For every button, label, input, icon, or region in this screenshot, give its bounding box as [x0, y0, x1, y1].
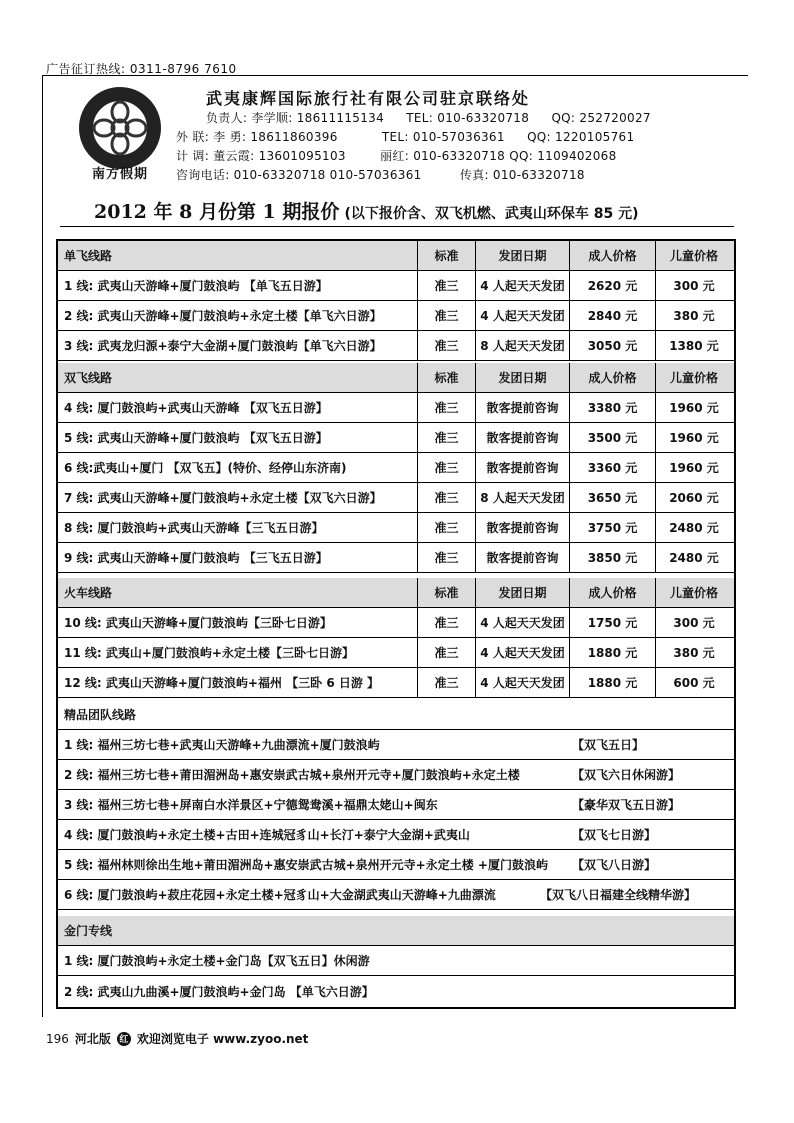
price-title — [94, 197, 639, 224]
edition-label: 河北版 — [74, 1032, 111, 1046]
contact-tel-label: TEL: — [406, 111, 434, 125]
contact-qq-label: QQ: — [527, 130, 551, 144]
route-cell: 2 线: 武夷山天游峰+厦门鼓浪屿+永定土楼【单飞六日游】 — [58, 301, 418, 330]
contact-tel-label: TEL: — [381, 130, 409, 144]
header-adult-price: 成人价格 — [570, 578, 656, 607]
departure-cell: 散客提前咨询 — [476, 423, 570, 452]
adult-price-cell: 3650 元 — [570, 483, 656, 512]
adult-price-cell: 3360 元 — [570, 453, 656, 482]
standard-cell: 准三 — [418, 271, 476, 300]
list-item — [58, 730, 734, 760]
contact-tel: 010-57036361 — [412, 130, 505, 144]
table-row — [58, 453, 734, 483]
route-cell: 3 线: 福州三坊七巷+屏南白水洋景区+宁德鸳鸯溪+福鼎太姥山+闽东 — [64, 798, 438, 812]
departure-cell: 散客提前咨询 — [476, 543, 570, 572]
contact-qq: 1220105761 — [555, 130, 635, 144]
price-table — [56, 239, 736, 1009]
header-standard: 标准 — [418, 578, 476, 607]
child-price-cell: 380 元 — [673, 646, 715, 660]
section-header-single-flight — [58, 241, 734, 271]
departure-cell: 散客提前咨询 — [476, 393, 570, 422]
header-child-price: 儿童价格 — [669, 371, 718, 385]
standard-cell: 准三 — [418, 331, 476, 360]
departure-cell: 4 人起天天发团 — [476, 301, 570, 330]
contact-person: 董云霞: — [213, 149, 255, 163]
departure-cell: 4 人起天天发团 — [476, 638, 570, 667]
page-number: 196 — [46, 1031, 69, 1046]
contact-line-planner — [176, 147, 617, 164]
route-cell: 5 线: 武夷山天游峰+厦门鼓浪屿 【双飞五日游】 — [58, 423, 418, 452]
child-price-cell: 600 元 — [673, 676, 715, 690]
route-cell: 1 线: 武夷山天游峰+厦门鼓浪屿 【单飞五日游】 — [58, 271, 418, 300]
header-child-price: 儿童价格 — [669, 249, 718, 263]
child-price-cell: 2480 元 — [669, 551, 719, 565]
route-cell: 1 线: 福州三坊七巷+武夷山天游峰+九曲漂流+厦门鼓浪屿 — [64, 738, 380, 752]
child-price-cell: 1960 元 — [669, 461, 719, 475]
table-row — [58, 393, 734, 423]
route-cell: 6 线: 厦门鼓浪屿+菽庄花园+永定土楼+冠豸山+大金湖武夷山天游峰+九曲漂流 — [64, 888, 496, 902]
child-price-cell: 2480 元 — [669, 521, 719, 535]
route-cell: 2 线: 武夷山九曲溪+厦门鼓浪屿+金门岛 【单飞六日游】 — [64, 984, 374, 999]
route-cell: 6 线:武夷山+厦门 【双飞五】(特价、经停山东济南) — [58, 453, 418, 482]
child-price-cell: 300 元 — [673, 616, 715, 630]
kinmen-header: 金门专线 — [64, 924, 113, 938]
route-tag: 【双飞八日游】 — [572, 858, 657, 872]
departure-cell: 8 人起天天发团 — [476, 331, 570, 360]
contact-label: 计 调: — [176, 149, 210, 163]
route-cell: 3 线: 武夷龙归源+泰宁大金湖+厦门鼓浪屿【单飞六日游】 — [58, 331, 418, 360]
standard-cell: 准三 — [418, 513, 476, 542]
departure-cell: 4 人起天天发团 — [476, 668, 570, 697]
route-cell: 10 线: 武夷山天游峰+厦门鼓浪屿【三卧七日游】 — [58, 608, 418, 637]
list-item — [58, 850, 734, 880]
header-adult-price: 成人价格 — [570, 241, 656, 270]
route-cell: 5 线: 福州林则徐出生地+莆田湄洲岛+惠安崇武古城+泉州开元寺+永定土楼 +厦门鼓浪屿 — [64, 858, 548, 872]
contact-line-consult — [176, 166, 585, 183]
route-cell: 11 线: 武夷山+厦门鼓浪屿+永定土楼【三卧七日游】 — [58, 638, 418, 667]
contact-qq-label: QQ: — [551, 111, 576, 125]
standard-cell: 准三 — [418, 423, 476, 452]
adult-price-cell: 1880 元 — [570, 668, 656, 697]
route-cell: 9 线: 武夷山天游峰+厦门鼓浪屿 【三飞五日游】 — [58, 543, 418, 572]
ad-hotline: 广告征订热线: 0311-8796 7610 — [46, 62, 237, 76]
standard-cell: 准三 — [418, 543, 476, 572]
adult-price-cell: 1880 元 — [570, 638, 656, 667]
consult-phones: 咨询电话: 010-63320718 010-57036361 — [176, 168, 422, 182]
contact-line-manager — [206, 109, 651, 126]
standard-cell: 准三 — [418, 638, 476, 667]
contact-qq-label: QQ: — [509, 149, 534, 163]
child-price-cell: 2060 元 — [669, 491, 719, 505]
table-row — [58, 271, 734, 301]
section-header-kinmen — [58, 916, 734, 946]
page-footer — [46, 1030, 308, 1047]
header-route: 单飞线路 — [58, 241, 418, 270]
header-route: 双飞线路 — [58, 363, 418, 392]
route-cell: 1 线: 厦门鼓浪屿+永定土楼+金门岛【双飞五日】休闲游 — [64, 954, 370, 968]
contact-tel: 010-63320718 — [413, 149, 506, 163]
table-row — [58, 608, 734, 638]
header-standard: 标准 — [418, 241, 476, 270]
list-item — [58, 760, 734, 790]
table-row — [58, 668, 734, 698]
list-item — [58, 820, 734, 850]
standard-cell: 准三 — [418, 483, 476, 512]
departure-cell: 散客提前咨询 — [476, 453, 570, 482]
route-cell: 8 线: 厦门鼓浪屿+武夷山天游峰【三飞五日游】 — [58, 513, 418, 542]
table-row — [58, 543, 734, 573]
header-departure: 发团日期 — [476, 363, 570, 392]
table-row — [58, 423, 734, 453]
departure-cell: 4 人起天天发团 — [476, 271, 570, 300]
route-tag: 【双飞五日】 — [572, 738, 645, 752]
header-route: 火车线路 — [58, 578, 418, 607]
boutique-header: 精品团队线路 — [64, 708, 137, 722]
route-tag: 【双飞七日游】 — [572, 828, 657, 842]
price-title-note: (以下报价含、双飞机燃、武夷山环保车 85 元) — [344, 206, 639, 222]
brand-badge-icon: 红 — [117, 1032, 131, 1046]
list-item — [58, 946, 734, 976]
header-departure: 发团日期 — [476, 578, 570, 607]
logo-caption: 南方假期 — [91, 167, 148, 182]
header-adult-price: 成人价格 — [570, 363, 656, 392]
route-cell: 12 线: 武夷山天游峰+厦门鼓浪屿+福州 【三卧 6 日游 】 — [58, 668, 418, 697]
contact-tel: 010-63320718 — [437, 111, 530, 125]
contact-tel-label: 丽红: — [380, 149, 410, 163]
route-cell: 7 线: 武夷山天游峰+厦门鼓浪屿+永定土楼【双飞六日游】 — [58, 483, 418, 512]
route-tag: 【双飞八日福建全线精华游】 — [540, 888, 697, 902]
standard-cell: 准三 — [418, 301, 476, 330]
title-divider — [60, 226, 734, 227]
route-cell: 4 线: 厦门鼓浪屿+永定土楼+古田+连城冠豸山+长汀+泰宁大金湖+武夷山 — [64, 828, 470, 842]
contact-qq: 252720027 — [579, 111, 651, 125]
adult-price-cell: 3050 元 — [570, 331, 656, 360]
table-row — [58, 331, 734, 361]
price-title-main: 2012 年 8 月份第 1 期报价 — [94, 201, 340, 223]
adult-price-cell: 2840 元 — [570, 301, 656, 330]
standard-cell: 准三 — [418, 668, 476, 697]
route-tag: 【双飞六日休闲游】 — [572, 768, 681, 782]
list-item — [58, 790, 734, 820]
section-header-boutique — [58, 700, 734, 730]
table-row — [58, 301, 734, 331]
standard-cell: 准三 — [418, 608, 476, 637]
adult-price-cell: 3500 元 — [570, 423, 656, 452]
adult-price-cell: 3850 元 — [570, 543, 656, 572]
contact-qq: 1109402068 — [537, 149, 617, 163]
agency-name: 武夷康辉国际旅行社有限公司驻京联络处 — [206, 89, 531, 108]
child-price-cell: 380 元 — [673, 309, 715, 323]
contact-person: 李学顺: — [251, 111, 293, 125]
standard-cell: 准三 — [418, 393, 476, 422]
child-price-cell: 1380 元 — [669, 339, 719, 353]
standard-cell: 准三 — [418, 453, 476, 482]
header-child-price: 儿童价格 — [669, 586, 718, 600]
header-standard: 标准 — [418, 363, 476, 392]
table-row — [58, 638, 734, 668]
left-margin-rule — [42, 75, 43, 1017]
top-divider — [42, 75, 748, 76]
route-cell: 2 线: 福州三坊七巷+莆田湄洲岛+惠安崇武古城+泉州开元寺+厦门鼓浪屿+永定土楼 — [64, 768, 520, 782]
section-header-train — [58, 578, 734, 608]
list-item — [58, 976, 734, 1006]
departure-cell: 8 人起天天发团 — [476, 483, 570, 512]
adult-price-cell: 3750 元 — [570, 513, 656, 542]
contact-person: 李 勇: — [213, 130, 247, 144]
footer-website: 欢迎浏览电子 www.zyoo.net — [136, 1032, 309, 1046]
contact-mobile: 18611115134 — [296, 111, 385, 125]
departure-cell: 散客提前咨询 — [476, 513, 570, 542]
contact-label: 外 联: — [176, 130, 210, 144]
section-header-double-flight — [58, 363, 734, 393]
adult-price-cell: 1750 元 — [570, 608, 656, 637]
contact-mobile: 18611860396 — [250, 130, 338, 144]
contact-label: 负责人: — [206, 111, 248, 125]
list-item — [58, 880, 734, 910]
child-price-cell: 1960 元 — [669, 401, 719, 415]
adult-price-cell: 3380 元 — [570, 393, 656, 422]
header-departure: 发团日期 — [476, 241, 570, 270]
route-cell: 4 线: 厦门鼓浪屿+武夷山天游峰 【双飞五日游】 — [58, 393, 418, 422]
table-row — [58, 483, 734, 513]
adult-price-cell: 2620 元 — [570, 271, 656, 300]
fax: 传真: 010-63320718 — [459, 168, 585, 182]
contact-line-liaison — [176, 128, 634, 145]
child-price-cell: 300 元 — [673, 279, 715, 293]
route-tag: 【豪华双飞五日游】 — [572, 798, 681, 812]
departure-cell: 4 人起天天发团 — [476, 608, 570, 637]
contact-mobile: 13601095103 — [258, 149, 346, 163]
table-row — [58, 513, 734, 543]
child-price-cell: 1960 元 — [669, 431, 719, 445]
